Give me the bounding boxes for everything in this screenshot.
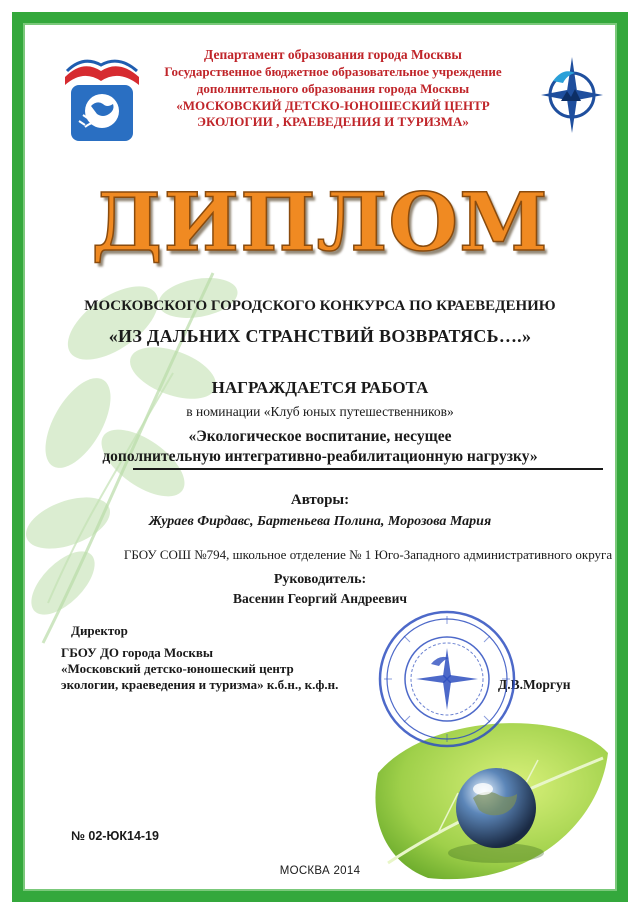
contest-line: МОСКОВСКОГО ГОРОДСКОГО КОНКУРСА ПО КРАЕВЕДЕНИЮ (84, 298, 556, 314)
nomination: в номинации «Клуб юных путешественников» (186, 404, 454, 419)
footer-city-year: МОСКВА 2014 (279, 865, 361, 877)
header-department: Департамент образования города Москвы (204, 47, 462, 62)
award-heading: НАГРАЖДАЕТСЯ РАБОТА (211, 378, 429, 397)
header-center-name: «МОСКОВСКИЙ ДЕТСКО-ЮНОШЕСКИЙ ЦЕНТР (176, 98, 490, 113)
compass-rose-icon (539, 53, 605, 135)
header-institution-2: дополнительного образования города Москвы (196, 81, 470, 96)
round-stamp-icon (376, 608, 518, 750)
supervisor-heading: Руководитель: (273, 572, 367, 587)
supervisor-name: Васенин Георгий Андреевич (232, 591, 408, 606)
signature-org-3: экологии, краеведения и туризма» к.б.н., к.ф.н. (61, 677, 339, 692)
diploma-frame (12, 12, 628, 902)
header-institution: Государственное бюджетное образовательное учреждение (164, 64, 502, 79)
document-number: № 02-ЮК14-19 (71, 829, 159, 843)
work-title-underline (133, 468, 603, 470)
moscow-education-emblem-icon (61, 51, 143, 145)
work-title-line1: «Экологическое воспитание, несущее (188, 428, 452, 445)
signature-role: Директор (71, 623, 128, 638)
work-title-line2: дополнительную интегративно-реабилитационную нагрузку» (102, 448, 538, 465)
diploma-title: ДИПЛОМ (91, 175, 549, 269)
authors-heading: Авторы: (290, 492, 350, 508)
signature-org-2: «Московский детско-юношеский центр (61, 661, 294, 676)
contest-name: «ИЗ ДАЛЬНИХ СТРАНСТВИЙ ВОЗВРАТЯСЬ….» (108, 326, 532, 346)
school-name: ГБОУ СОШ №794, школьное отделение № 1 Юго-Западного административного округа (123, 547, 613, 562)
authors-names: Жураев Фирдавс, Бартеньева Полина, Морозова Мария (148, 514, 492, 529)
header-center-name-2: ЭКОЛОГИИ , КРАЕВЕДЕНИЯ И ТУРИЗМА» (197, 114, 469, 129)
signature-name: Д.В.Моргун (498, 677, 571, 692)
signature-org-1: ГБОУ ДО города Москвы (61, 645, 214, 660)
